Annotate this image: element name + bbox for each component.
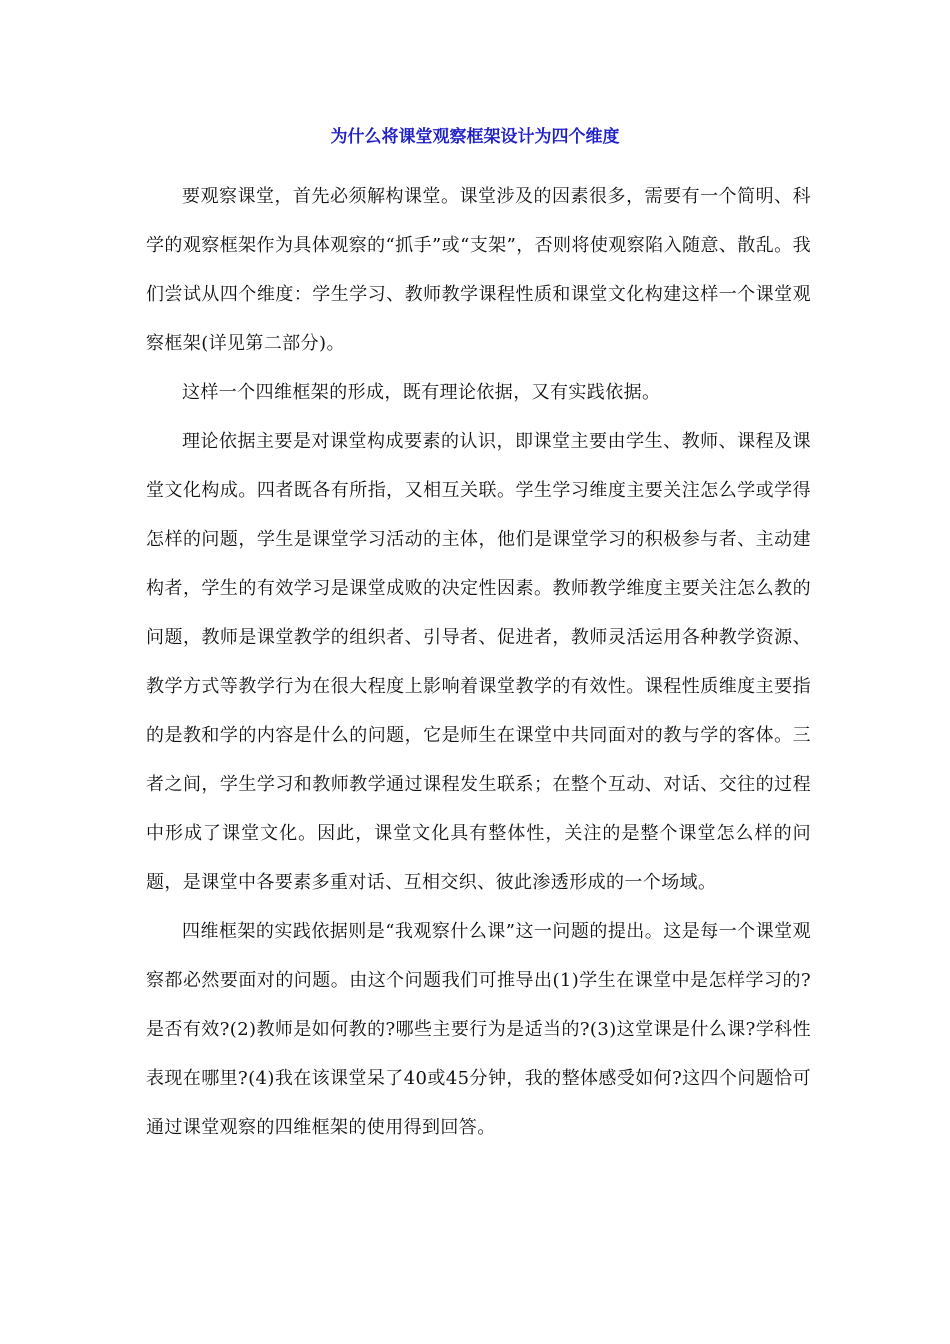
paragraph-basis: 这样一个四维框架的形成，既有理论依据，又有实践依据。 — [182, 382, 661, 403]
paragraph-intro: 要观察课堂，首先必须解构课堂。课堂涉及的因素很多，需要有一个简明、科学的观察框架作为具体观察的“抓手”或“支架”，否则将使观察陷入随意、散乱。我们尝试从四个维度：学生学习、教师教学课程性质和课堂文化构建这样一个课堂观察框架(详见第二部分)。 — [146, 186, 811, 354]
document-body — [146, 172, 811, 1152]
paragraph-practice: 四维框架的实践依据则是“我观察什么课”这一问题的提出。这是每一个课堂观察都必然要面对的问题。由这个问题我们可推导出(1)学生在课堂中是怎样学习的?是否有效?(2)教师是如何教的?哪些主要行为是适当的?(3)这堂课是什么课?学科性表现在哪里?(4)我在该课堂呆了40或45分钟，我的整体感受如何?这四个问题恰可通过课堂观察的四维框架的使用得到回答。 — [146, 921, 811, 1138]
document-title: 为什么将课堂观察框架设计为四个维度 — [330, 127, 620, 147]
paragraph-theory: 理论依据主要是对课堂构成要素的认识，即课堂主要由学生、教师、课程及课堂文化构成。四者既各有所指，又相互关联。学生学习维度主要关注怎么学或学得怎样的问题，学生是课堂学习活动的主体，他们是课堂学习的积极参与者、主动建构者，学生的有效学习是课堂成败的决定性因素。教师教学维度主要关注怎么教的问题，教师是课堂教学的组织者、引导者、促进者，教师灵活运用各种教学资源、教学方式等教学行为在很大程度上影响着课堂教学的有效性。课程性质维度主要指的是教和学的内容是什么的问题，它是师生在课堂中共同面对的教与学的客体。三者之间，学生学习和教师教学通过课程发生联系；在整个互动、对话、交往的过程中形成了课堂文化。因此，课堂文化具有整体性，关注的是整个课堂怎么样的问题，是课堂中各要素多重对话、互相交织、彼此渗透形成的一个场域。 — [146, 431, 811, 893]
